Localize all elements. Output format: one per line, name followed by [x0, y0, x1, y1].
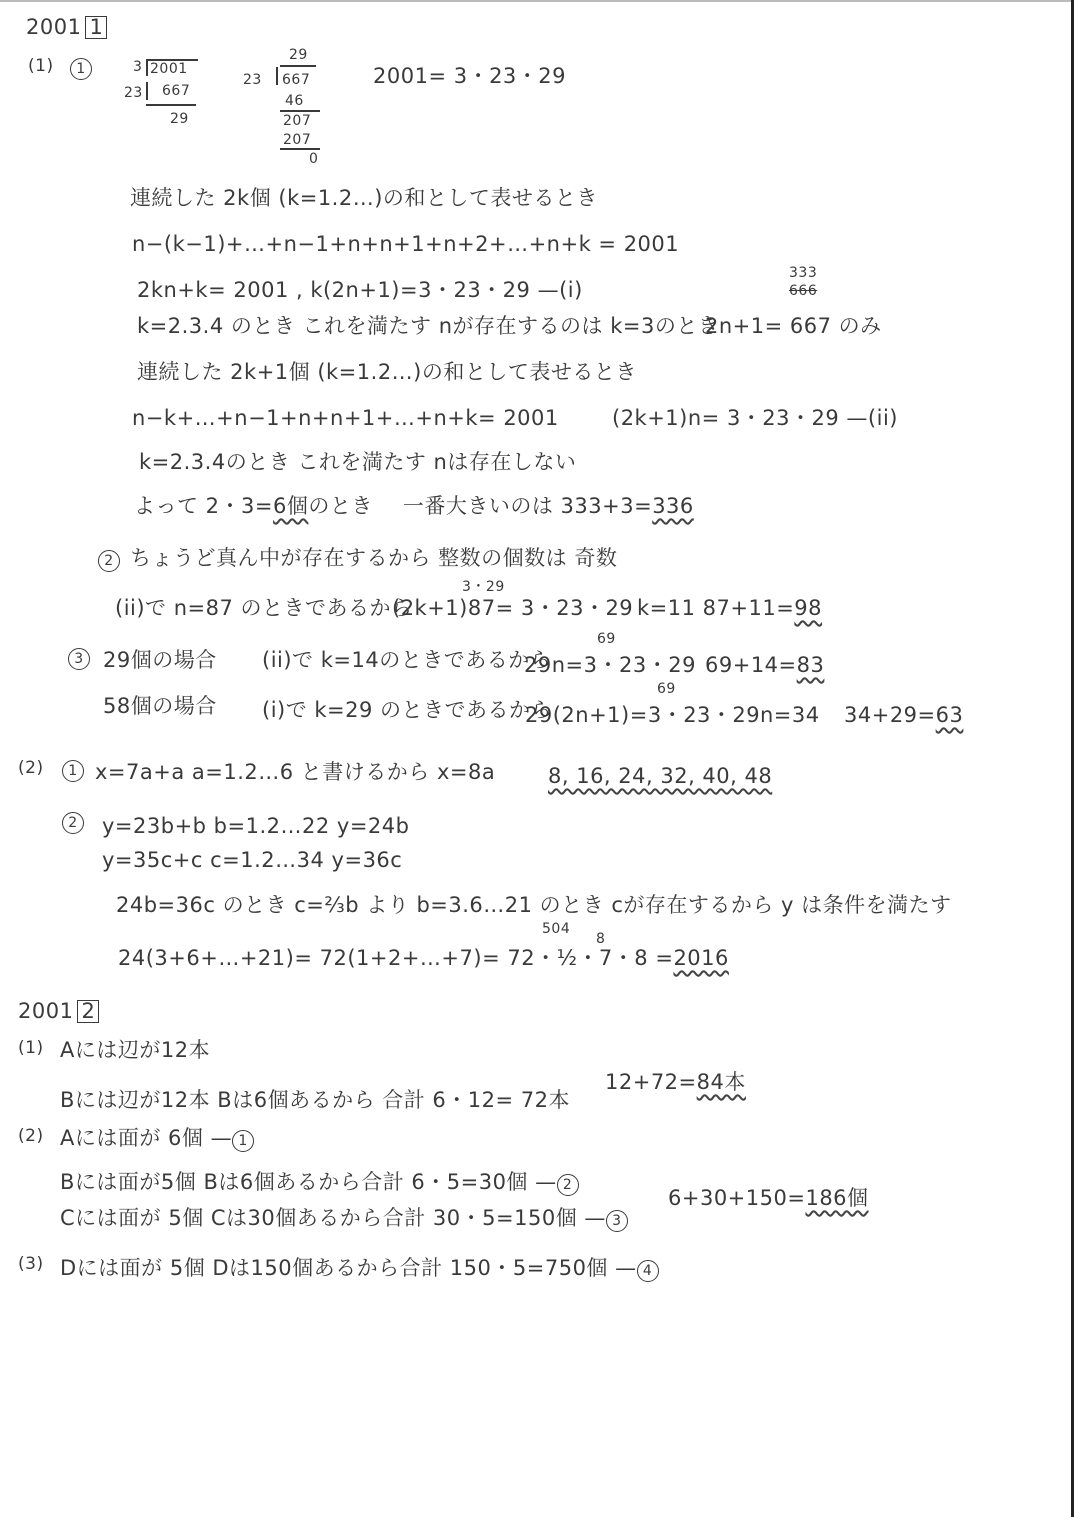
p1-line3: 2kn+k= 2001 , k(2n+1)=3・23・29 —(i) [137, 278, 583, 302]
div2-divisor: 23 [243, 72, 262, 88]
note-504: 504 [542, 921, 571, 937]
problem1-part1-sub2-mark: 2 [98, 548, 120, 572]
note-69-b: 69 [657, 681, 676, 697]
div2-remainder: 0 [309, 151, 319, 167]
note-333: 333 [789, 265, 818, 281]
div1-bracket2 [146, 82, 148, 100]
div1-divisor2: 23 [124, 85, 143, 101]
p1-line6: n−k+…+n−1+n+n+1+…+n+k= 2001 [132, 406, 559, 430]
answer-336: 336 [652, 494, 694, 518]
problem1-part1-sub3-mark: 3 [68, 646, 90, 670]
p2-line6: Dには面が 5個 Dは150個あるから合計 150・5=750個 — 4 [60, 1258, 659, 1282]
div2-step3: 207 [283, 132, 312, 148]
answer-multiples-of-8: 8, 16, 24, 32, 40, 48 [548, 764, 773, 788]
div2-bracket [276, 67, 278, 85]
p1-line9: ちょうど真ん中が存在するから 整数の個数は 奇数 [130, 546, 618, 570]
p1-line12-result: 34+29=63 [844, 703, 964, 727]
p1-line14: y=23b+b b=1.2…22 y=24b [102, 814, 410, 838]
p1-line13: x=7a+a a=1.2…6 と書けるから x=8a [95, 760, 496, 784]
p1-line5: 連続した 2k+1個 (k=1.2…)の和として表せるとき [137, 360, 637, 384]
p2-line2: Bには辺が12本 Bは6個あるから 合計 6・12= 72本 [60, 1088, 570, 1112]
note-3x29: 3・29 [462, 579, 505, 595]
p1-line17: 24(3+6+…+21)= 72(1+2+…+7)= 72・½・7・8 =2016 [118, 946, 729, 970]
problem2-number-box: 2 [77, 1000, 99, 1023]
scan-top-edge [0, 0, 1074, 2]
div2-bar [280, 65, 316, 67]
problem2-part2-label: (2) [18, 1126, 44, 1146]
div2-line2 [280, 148, 320, 150]
problem1-header [26, 16, 107, 39]
div1-bracket1 [146, 60, 148, 76]
p1-line11-result: 69+14=83 [705, 653, 825, 677]
p1-line12-n: n=34 [760, 703, 820, 727]
p1-line1: 連続した 2k個 (k=1.2…)の和として表せるとき [130, 186, 598, 210]
p2-line3: Aには面が 6個 — 1 [60, 1128, 254, 1152]
problem2-header [18, 1000, 99, 1023]
problem2-year: 2001 [18, 999, 74, 1023]
div2-line1 [280, 110, 320, 112]
problem1-part2-label: (2) [18, 758, 44, 778]
p1-line8: よって 2・3=6個のとき 一番大きいのは 333+3=336 [134, 494, 694, 518]
p2-line4-total: 6+30+150=186個 [668, 1186, 869, 1210]
p2-line1: Aには辺が12本 [60, 1038, 211, 1062]
p1-line10-eq: (2k+1)87= 3・23・29 [392, 596, 634, 620]
p1-line15: y=35c+c c=1.2…34 y=36c [102, 848, 403, 872]
problem1-part2-sub1-mark: 1 [62, 758, 84, 782]
p2-line5: Cには面が 5個 Cは30個あるから合計 30・5=150個 — 3 [60, 1208, 628, 1232]
p1-line10: (ii)で n=87 のときであるから [115, 596, 413, 620]
div1-dividend2: 667 [162, 83, 191, 99]
problem2-part3-label: (3) [18, 1254, 44, 1274]
p1-line4-result: 2n+1= 667 のみ [705, 314, 882, 338]
problem1-number-box: 1 [85, 16, 107, 39]
div2-step2: 207 [283, 113, 312, 129]
answer-186-faces: 186個 [805, 1186, 869, 1210]
p1-line6-eq: (2k+1)n= 3・23・29 —(ii) [612, 406, 898, 430]
answer-6-count: 6個 [273, 494, 309, 518]
p1-line16: 24b=36c のとき c=⅔b より b=3.6…21 のとき cが存在するから y は条件を満たす [116, 893, 952, 917]
problem1-part1-label: (1) [28, 56, 54, 76]
note-69-a: 69 [597, 631, 616, 647]
p1-line12: 58個の場合 [103, 694, 217, 718]
div1-bar2 [146, 104, 196, 106]
p1-line12-case: (i)で k=29 のときであるから [262, 698, 553, 722]
answer-63: 63 [935, 703, 964, 727]
p1-line2: n−(k−1)+…+n−1+n+n+1+n+2+…+n+k = 2001 [132, 232, 680, 256]
p2-line4: Bには面が5個 Bは6個あるから合計 6・5=30個 — 2 [60, 1172, 579, 1196]
answer-98: 98 [794, 596, 823, 620]
div2-step1: 46 [285, 93, 304, 109]
problem1-part2-sub2-mark: 2 [62, 810, 84, 834]
p1-line12-eq: 29(2n+1)=3・23・29 [525, 703, 761, 727]
factorization-result: 2001= 3・23・29 [373, 64, 567, 88]
answer-84-edges: 84本 [696, 1070, 746, 1094]
div1-quotient: 29 [170, 111, 189, 127]
problem1-year: 2001 [26, 15, 82, 39]
answer-2016: 2016 [673, 946, 729, 970]
note-666-struck: 666 [789, 283, 818, 299]
problem1-part1-sub1-mark: 1 [70, 56, 92, 80]
div2-quotient: 29 [289, 47, 308, 63]
note-8: 8 [596, 931, 606, 947]
p1-line11-case: (ii)で k=14のときであるから [262, 648, 552, 672]
p1-line10-result: k=11 87+11=98 [637, 596, 823, 620]
p1-line11-eq: 29n=3・23・29 [524, 653, 696, 677]
problem2-part1-label: (1) [18, 1038, 44, 1058]
div1-dividend1: 2001 [150, 61, 188, 77]
p2-line2-total: 12+72=84本 [605, 1070, 746, 1094]
p1-line7: k=2.3.4のとき これを満たす nは存在しない [139, 450, 577, 474]
p1-line11: 29個の場合 [103, 648, 217, 672]
answer-83: 83 [796, 653, 825, 677]
div1-divisor1: 3 [133, 59, 143, 75]
p1-line4: k=2.3.4 のとき これを満たす nが存在するのは k=3のとき [137, 314, 720, 338]
div2-dividend: 667 [282, 72, 311, 88]
